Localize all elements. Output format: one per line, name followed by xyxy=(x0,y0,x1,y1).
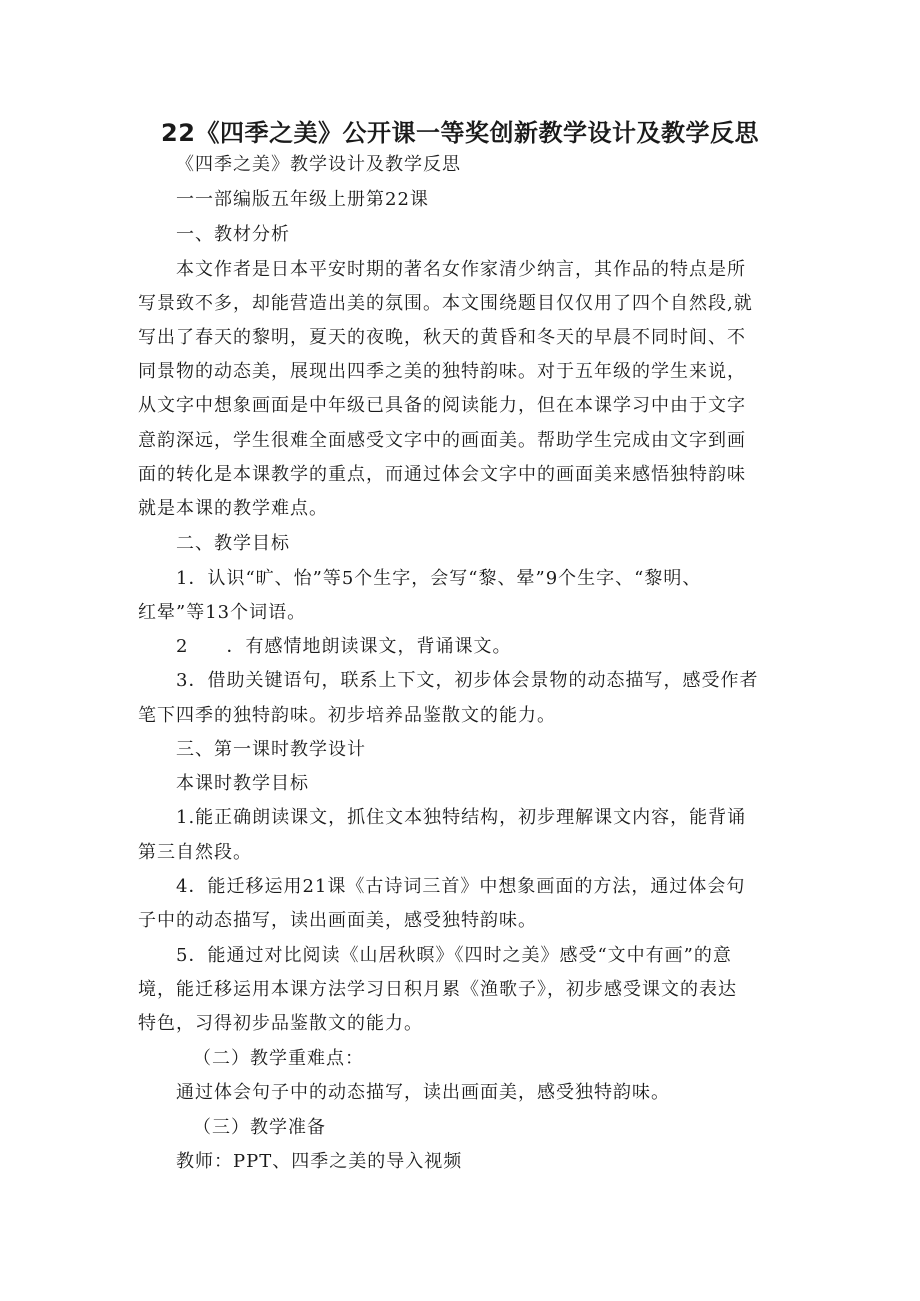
list-item-continued: 红晕”等13个词语。 xyxy=(138,602,307,623)
list-item-continued: 境，能迁移运用本课方法学习日积月累《渔歌子》，初步感受课文的表达 xyxy=(138,979,737,1000)
list-item: 1．认识“旷、怡”等5个生字，会写“黎、晕”9个生字、“黎明、 xyxy=(176,568,702,589)
section-heading: 二、教学目标 xyxy=(176,533,290,554)
paragraph-line: 面的转化是本课教学的重点，而通过体会文字中的画面美来感悟独特韵味 xyxy=(138,464,746,485)
paragraph-line: 意韵深远，学生很难全面感受文字中的画面美。帮助学生完成由文字到画 xyxy=(138,430,746,451)
subheading: 本课时教学目标 xyxy=(176,773,309,794)
paragraph-line: 本文作者是日本平安时期的著名女作家清少纳言，其作品的特点是所 xyxy=(176,259,746,280)
list-item-continued: 特色，习得初步品鉴散文的能力。 xyxy=(138,1013,423,1034)
list-item-continued: 笔下四季的独特韵味。初步培养品鉴散文的能力。 xyxy=(138,705,556,726)
section-heading: 三、第一课时教学设计 xyxy=(176,739,366,760)
list-item: 4．能迁移运用21课《古诗词三首》中想象画面的方法，通过体会句 xyxy=(176,876,746,897)
section-heading: 一、教材分析 xyxy=(176,224,290,245)
paragraph-line: 就是本课的教学难点。 xyxy=(138,498,328,519)
paragraph-line: 教师：PPT、四季之美的导入视频 xyxy=(176,1151,463,1172)
paragraph-line: 通过体会句子中的动态描写，读出画面美，感受独特韵味。 xyxy=(176,1082,670,1103)
list-item: 3．借助关键语句，联系上下文，初步体会景物的动态描写，感受作者 xyxy=(176,670,759,691)
paragraph-line: 写景致不多，却能营造出美的氛围。本文围绕题目仅仅用了四个自然段,就 xyxy=(138,293,753,314)
subheading: （三）教学准备 xyxy=(193,1117,326,1138)
paragraph-line: 写出了春天的黎明，夏天的夜晚，秋天的黄昏和冬天的早晨不同时间、不 xyxy=(138,327,746,348)
paragraph-line: 同景物的动态美，展现出四季之美的独特韵味。对于五年级的学生来说， xyxy=(138,361,746,382)
list-item-continued: 第三自然段。 xyxy=(138,842,252,863)
grade-line: 一一部编版五年级上册第22课 xyxy=(176,189,429,210)
list-item: 1.能正确朗读课文，抓住文本独特结构，初步理解课文内容，能背诵 xyxy=(176,807,747,828)
paragraph-line: 从文字中想象画面是中年级已具备的阅读能力，但在本课学习中由于文字 xyxy=(138,395,746,416)
list-item: 5．能通过对比阅读《山居秋暝》《四时之美》感受“文中有画”的意 xyxy=(176,945,732,966)
list-item-continued: 子中的动态描写，读出画面美，感受独特韵味。 xyxy=(138,910,537,931)
subtitle: 《四季之美》教学设计及教学反思 xyxy=(176,154,461,175)
list-item: 2 ．有感情地朗读课文，背诵课文。 xyxy=(176,636,512,657)
document-title: 22《四季之美》公开课一等奖创新教学设计及教学反思 xyxy=(161,119,759,147)
subheading: （二）教学重难点： xyxy=(193,1048,364,1069)
